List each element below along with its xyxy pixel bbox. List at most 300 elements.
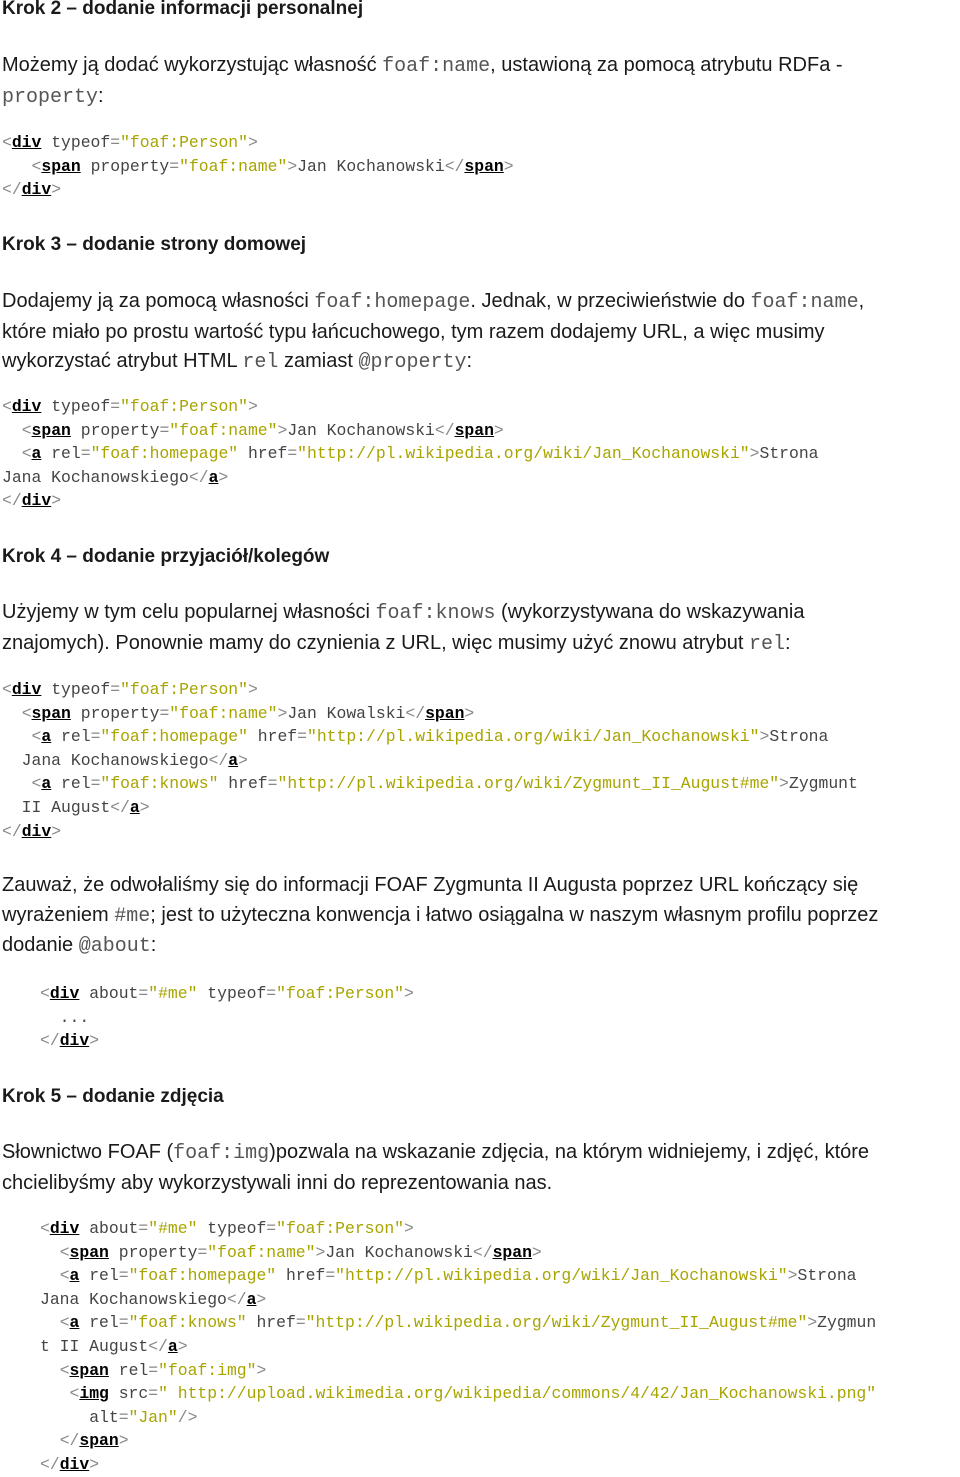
step-2-code — [2, 131, 514, 202]
code-tag: div — [59, 1454, 90, 1474]
code-tag: span — [31, 420, 71, 440]
text-line — [2, 1138, 869, 1169]
step-2-paragraph — [2, 51, 843, 112]
code-attr: rel — [61, 774, 91, 794]
code-string: " http://upload.wikimedia.org/wikipedia/commons/4/42/Jan_Kochanowski.png" — [158, 1384, 877, 1404]
code-tag: a — [41, 774, 52, 794]
text-run: Użyjemy w tym celu popularnej własności — [2, 601, 376, 623]
code-string: "#me" — [148, 984, 198, 1003]
code-token: > — [256, 1360, 267, 1380]
step-3-code — [2, 395, 819, 513]
code-token: < — [69, 1384, 80, 1404]
code-attr: property — [80, 703, 160, 723]
code-token — [51, 774, 61, 793]
code-token — [238, 444, 248, 463]
code-token — [41, 397, 51, 416]
code-token: </ — [59, 1431, 80, 1451]
code-attr: href — [257, 727, 298, 747]
step-4-about-code — [40, 982, 414, 1053]
text-line — [2, 347, 864, 378]
code-token: < — [2, 397, 12, 416]
code-token: < — [31, 156, 42, 176]
code-token: < — [21, 703, 32, 723]
code-line — [40, 1311, 876, 1335]
step-5-heading: Krok 5 – dodanie zdjęcia — [2, 1086, 224, 1107]
inline-code: foaf:knows — [375, 602, 496, 625]
code-line — [40, 1029, 414, 1053]
code-line — [40, 1217, 876, 1241]
step-2-heading: Krok 2 – dodanie informacji personalnej — [2, 0, 364, 19]
code-token: Strona — [797, 1266, 857, 1286]
code-line — [40, 1382, 876, 1406]
code-string: "foaf:homepage" — [128, 1266, 277, 1286]
code-token: Jana Kochanowskiego — [2, 750, 209, 770]
code-token — [197, 1219, 207, 1238]
code-token: = — [266, 984, 277, 1003]
code-attr: rel — [89, 1313, 119, 1333]
inline-code: @about — [78, 935, 151, 958]
code-token: ... — [40, 1007, 90, 1027]
code-token: Jana Kochanowskiego — [40, 1289, 227, 1309]
code-line — [2, 155, 514, 179]
code-string: "http://pl.wikipedia.org/wiki/Jan_Kochanowski" — [297, 444, 750, 464]
code-line — [2, 820, 858, 844]
text-run: znajomych). Ponownie mamy do czynienia z URL, więc musimy użyć znowu atrybut — [2, 631, 749, 654]
code-token: = — [148, 1384, 159, 1404]
text-run: )pozwala na wskazanie zdjęcia, na którym widniejemy, i zdjęć, które — [269, 1141, 870, 1163]
text-line — [2, 318, 864, 348]
code-line — [2, 131, 514, 155]
code-token: </ — [110, 797, 130, 817]
code-token: > — [493, 420, 504, 440]
code-tag: a — [228, 750, 239, 770]
code-attr: typeof — [51, 397, 111, 416]
code-token: Strona — [769, 727, 829, 747]
code-tag: a — [208, 467, 219, 487]
code-token — [40, 1266, 60, 1285]
code-token: < — [31, 727, 42, 747]
code-string: "http://pl.wikipedia.org/wiki/Zygmunt_II_August#me" — [277, 774, 780, 794]
code-string: "foaf:knows" — [100, 774, 219, 794]
code-token: = — [169, 156, 180, 176]
code-token: </ — [188, 467, 209, 487]
code-token: </ — [434, 420, 455, 440]
code-attr: typeof — [207, 1219, 267, 1238]
code-token: </ — [208, 750, 229, 770]
text-line — [2, 287, 864, 318]
code-token: = — [80, 444, 91, 464]
code-token — [276, 1266, 286, 1285]
code-token: < — [59, 1313, 70, 1333]
code-attr: typeof — [51, 680, 111, 699]
code-token: < — [21, 444, 32, 464]
code-tag: a — [129, 797, 140, 817]
code-token: = — [110, 680, 121, 699]
text-run: : — [784, 631, 791, 654]
code-tag: div — [11, 133, 42, 152]
code-token: > — [277, 703, 288, 723]
code-token — [79, 1266, 89, 1285]
code-line — [2, 702, 858, 726]
code-string: "foaf:knows" — [128, 1313, 247, 1333]
code-token: Zygmunt — [788, 774, 858, 794]
code-token: < — [40, 984, 50, 1003]
text-line — [2, 1169, 869, 1199]
code-line — [40, 1453, 876, 1477]
step-3-heading: Krok 3 – dodanie strony domowej — [2, 234, 307, 255]
code-token: > — [247, 397, 258, 416]
code-tag: span — [41, 156, 81, 176]
code-attr: about — [89, 1219, 139, 1238]
text-line — [2, 51, 843, 82]
step-4-code — [2, 678, 858, 843]
code-line — [40, 1335, 876, 1359]
code-token: Strona — [759, 444, 819, 464]
code-line — [2, 419, 819, 443]
code-tag: span — [425, 703, 465, 723]
text-run: zamiast — [278, 350, 359, 372]
code-token: > — [177, 1336, 188, 1356]
text-line — [2, 931, 878, 962]
code-token — [2, 421, 22, 440]
code-token — [197, 984, 207, 1003]
code-attr: rel — [61, 727, 91, 747]
code-token — [247, 1313, 257, 1332]
code-attr: href — [247, 444, 288, 464]
code-token: < — [31, 774, 42, 794]
code-tag: div — [49, 1219, 80, 1238]
step-4-paragraph — [2, 598, 805, 659]
code-token: = — [148, 1360, 159, 1380]
code-string: "foaf:Person" — [276, 984, 405, 1003]
text-run: : — [150, 934, 157, 956]
code-token: = — [138, 984, 149, 1003]
code-line — [40, 1359, 876, 1383]
code-token: > — [51, 821, 62, 841]
code-tag: div — [21, 180, 52, 200]
code-token: = — [90, 774, 101, 794]
code-token — [40, 1313, 60, 1332]
code-attr: src — [118, 1384, 149, 1404]
inline-code: rel — [748, 632, 785, 656]
code-attr: href — [285, 1266, 326, 1286]
text-run: : — [466, 350, 473, 372]
text-run: Słownictwo FOAF ( — [2, 1141, 174, 1163]
text-line — [2, 901, 878, 932]
code-tag: span — [79, 1431, 119, 1451]
code-tag: div — [49, 984, 80, 1003]
code-token: = — [118, 1407, 129, 1427]
inline-code: @property — [358, 351, 467, 374]
code-attr: rel — [51, 444, 81, 464]
code-token — [40, 1408, 89, 1427]
code-token: > — [404, 984, 414, 1003]
code-token: > — [759, 727, 770, 747]
code-string: "foaf:name" — [179, 156, 288, 176]
code-tag: span — [464, 156, 504, 176]
code-token — [79, 984, 89, 1003]
text-run: (wykorzystywana do wskazywania — [495, 601, 805, 623]
code-attr: property — [90, 156, 170, 176]
code-token — [2, 704, 22, 723]
code-token: < — [59, 1266, 70, 1286]
code-token: > — [247, 133, 258, 152]
inline-code: foaf:name — [750, 291, 859, 314]
code-string: "foaf:name" — [207, 1242, 316, 1262]
code-token — [51, 727, 61, 746]
code-token — [2, 727, 32, 746]
code-token: Jan Kochanowski — [287, 420, 435, 440]
code-token: </ — [444, 156, 465, 176]
text-line — [2, 871, 878, 901]
code-line — [2, 395, 819, 419]
code-attr: rel — [118, 1360, 149, 1380]
code-token — [109, 1243, 119, 1262]
inline-code: foaf:name — [382, 55, 491, 78]
code-string: "foaf:name" — [169, 703, 278, 723]
code-token: </ — [472, 1242, 493, 1262]
text-run: . Jednak, w przeciwieństwie do — [470, 290, 751, 312]
code-token: = — [297, 727, 307, 747]
step-5-code — [40, 1217, 876, 1477]
code-line — [2, 725, 858, 749]
code-tag: div — [11, 397, 42, 416]
code-tag: a — [167, 1336, 178, 1356]
code-token: > — [89, 1031, 100, 1051]
code-tag: a — [246, 1289, 257, 1309]
code-token: > — [779, 774, 789, 794]
code-token: > — [218, 467, 229, 487]
code-tag: span — [454, 420, 494, 440]
code-attr: typeof — [51, 133, 111, 152]
code-line — [40, 1406, 876, 1430]
code-string: "foaf:Person" — [120, 397, 248, 416]
step-4-note — [2, 871, 878, 962]
inline-code: foaf:homepage — [314, 291, 471, 314]
code-line — [2, 772, 858, 796]
code-line — [40, 1241, 876, 1265]
code-token: > — [139, 797, 150, 817]
code-tag: div — [11, 680, 42, 699]
code-token — [2, 444, 22, 463]
code-tag: div — [21, 821, 52, 841]
code-token — [2, 157, 32, 176]
code-token: > — [787, 1266, 798, 1286]
code-token — [2, 774, 32, 793]
text-run: chcielibyśmy aby wykorzystywali inni do reprezentowania nas. — [2, 1171, 553, 1194]
code-token: Zygmun — [817, 1313, 877, 1333]
code-tag: span — [31, 703, 71, 723]
inline-code: property — [2, 85, 99, 109]
code-token: = — [197, 1242, 208, 1262]
code-token — [81, 157, 91, 176]
code-tag: span — [69, 1360, 109, 1380]
code-token: Jan Kowalski — [287, 703, 406, 723]
inline-code: #me — [114, 904, 151, 928]
code-tag: div — [21, 491, 52, 511]
text-run: Zauważ, że odwołaliśmy się do informacji FOAF Zygmunta II Augusta poprzez URL kończący się — [2, 874, 859, 896]
text-run: , ustawioną za pomocą atrybutu RDFa - — [490, 54, 843, 76]
code-tag: span — [492, 1242, 532, 1262]
text-run: wykorzystać atrybut HTML — [2, 350, 243, 372]
code-token: < — [40, 1219, 50, 1238]
code-token: > — [247, 680, 258, 699]
code-token — [41, 133, 51, 152]
code-token: </ — [2, 180, 22, 200]
code-token — [218, 774, 228, 793]
code-token: > — [51, 180, 62, 200]
code-line — [2, 178, 514, 202]
text-run: ; jest to użyteczna konwencja i łatwo osiągalna w naszym własnym profilu poprzez — [150, 903, 879, 926]
step-5-paragraph — [2, 1138, 869, 1198]
code-line — [2, 489, 819, 513]
code-token: > — [464, 703, 475, 723]
code-token: > — [287, 156, 298, 176]
code-token: > — [277, 420, 288, 440]
code-token: < — [2, 133, 12, 152]
inline-code: foaf:img — [173, 1142, 270, 1165]
code-token — [40, 1361, 60, 1380]
code-tag: a — [41, 727, 52, 747]
code-token: t II August — [40, 1336, 149, 1356]
code-token: II August — [2, 797, 111, 817]
code-token: > — [256, 1289, 267, 1309]
code-token: Jana Kochanowskiego — [2, 467, 189, 487]
code-line — [2, 749, 858, 773]
code-token — [40, 1243, 60, 1262]
text-line — [2, 629, 805, 660]
code-string: "foaf:Person" — [276, 1219, 405, 1238]
code-line — [40, 1429, 876, 1453]
code-token: /> — [177, 1407, 198, 1427]
step-3-paragraph — [2, 287, 864, 378]
code-token: > — [238, 750, 248, 770]
code-token: > — [51, 491, 62, 511]
code-token: Jan Kochanowski — [325, 1242, 473, 1262]
code-line — [40, 982, 414, 1006]
text-run: , — [858, 290, 865, 312]
code-token: </ — [40, 1454, 60, 1474]
code-token: < — [59, 1242, 70, 1262]
code-attr: rel — [89, 1266, 119, 1286]
code-line — [40, 1264, 876, 1288]
code-token: > — [749, 444, 760, 464]
code-token: = — [90, 727, 101, 747]
code-token — [71, 421, 81, 440]
code-string: "foaf:name" — [169, 420, 278, 440]
code-token: > — [118, 1431, 129, 1451]
code-attr: typeof — [207, 984, 267, 1003]
code-line — [2, 796, 858, 820]
code-token — [41, 444, 51, 463]
code-line — [40, 1288, 876, 1312]
code-attr: href — [228, 774, 268, 794]
code-token: > — [503, 156, 514, 176]
code-token: = — [118, 1313, 129, 1333]
code-token: = — [325, 1266, 336, 1286]
code-token: Jan Kochanowski — [297, 156, 445, 176]
code-token: </ — [405, 703, 426, 723]
text-run: wyrażeniem — [2, 903, 115, 926]
code-token: = — [295, 1313, 306, 1333]
code-line — [40, 1006, 414, 1030]
code-token: = — [287, 444, 298, 464]
code-attr: alt — [89, 1407, 119, 1427]
code-token — [71, 704, 81, 723]
code-token: </ — [226, 1289, 247, 1309]
text-line — [2, 82, 843, 113]
code-string: "foaf:Person" — [120, 680, 248, 699]
text-run: dodanie — [2, 934, 79, 956]
code-token: = — [159, 703, 170, 723]
code-token: </ — [2, 821, 22, 841]
code-token: > — [89, 1454, 100, 1474]
code-string: "http://pl.wikipedia.org/wiki/Jan_Kochanowski" — [335, 1266, 788, 1286]
code-string: "foaf:img" — [158, 1360, 257, 1380]
code-line — [2, 442, 819, 466]
code-token — [41, 680, 51, 699]
code-token: > — [531, 1242, 542, 1262]
inline-code: rel — [242, 351, 279, 374]
code-tag: a — [31, 444, 42, 464]
code-string: "foaf:homepage" — [100, 727, 248, 747]
code-attr: href — [256, 1313, 296, 1333]
code-attr: about — [89, 984, 139, 1003]
text-run: Dodajemy ją za pomocą własności — [2, 290, 315, 312]
code-token — [109, 1384, 119, 1403]
text-run: Możemy ją dodać wykorzystując własność — [2, 54, 383, 76]
code-token: </ — [40, 1031, 60, 1051]
code-string: "http://pl.wikipedia.org/wiki/Jan_Kochanowski" — [307, 727, 760, 747]
code-tag: span — [69, 1242, 109, 1262]
code-line — [2, 466, 819, 490]
code-tag: img — [79, 1384, 109, 1404]
step-4-heading: Krok 4 – dodanie przyjaciół/kolegów — [2, 546, 330, 567]
text-run: : — [98, 84, 104, 107]
code-token: < — [59, 1360, 70, 1380]
code-string: "foaf:homepage" — [90, 444, 239, 464]
code-line — [2, 678, 858, 702]
code-tag: div — [59, 1031, 90, 1051]
code-string: "http://pl.wikipedia.org/wiki/Zygmunt_II_August#me" — [305, 1313, 808, 1333]
code-token: = — [118, 1266, 129, 1286]
code-token: > — [807, 1313, 818, 1333]
code-token: = — [267, 774, 278, 794]
code-token: = — [110, 397, 121, 416]
code-tag: a — [69, 1313, 80, 1333]
text-run: które miało po prostu wartość typu łańcuchowego, tym razem dodajemy URL, a więc musimy — [2, 320, 825, 343]
code-attr: property — [80, 420, 160, 440]
code-token — [79, 1219, 89, 1238]
code-token: = — [159, 420, 170, 440]
code-token: > — [404, 1219, 414, 1238]
code-token: < — [2, 680, 12, 699]
code-token: </ — [2, 491, 22, 511]
code-token — [248, 727, 258, 746]
code-token: </ — [148, 1336, 168, 1356]
code-string: "foaf:Person" — [120, 133, 248, 152]
code-tag: a — [69, 1266, 80, 1286]
text-line — [2, 598, 805, 629]
code-token: = — [110, 133, 121, 152]
code-token: > — [315, 1242, 326, 1262]
code-token: = — [138, 1219, 149, 1238]
code-token — [79, 1313, 89, 1332]
code-token — [40, 1384, 70, 1403]
code-token: = — [266, 1219, 277, 1238]
code-token: < — [21, 420, 32, 440]
code-attr: property — [118, 1242, 198, 1262]
